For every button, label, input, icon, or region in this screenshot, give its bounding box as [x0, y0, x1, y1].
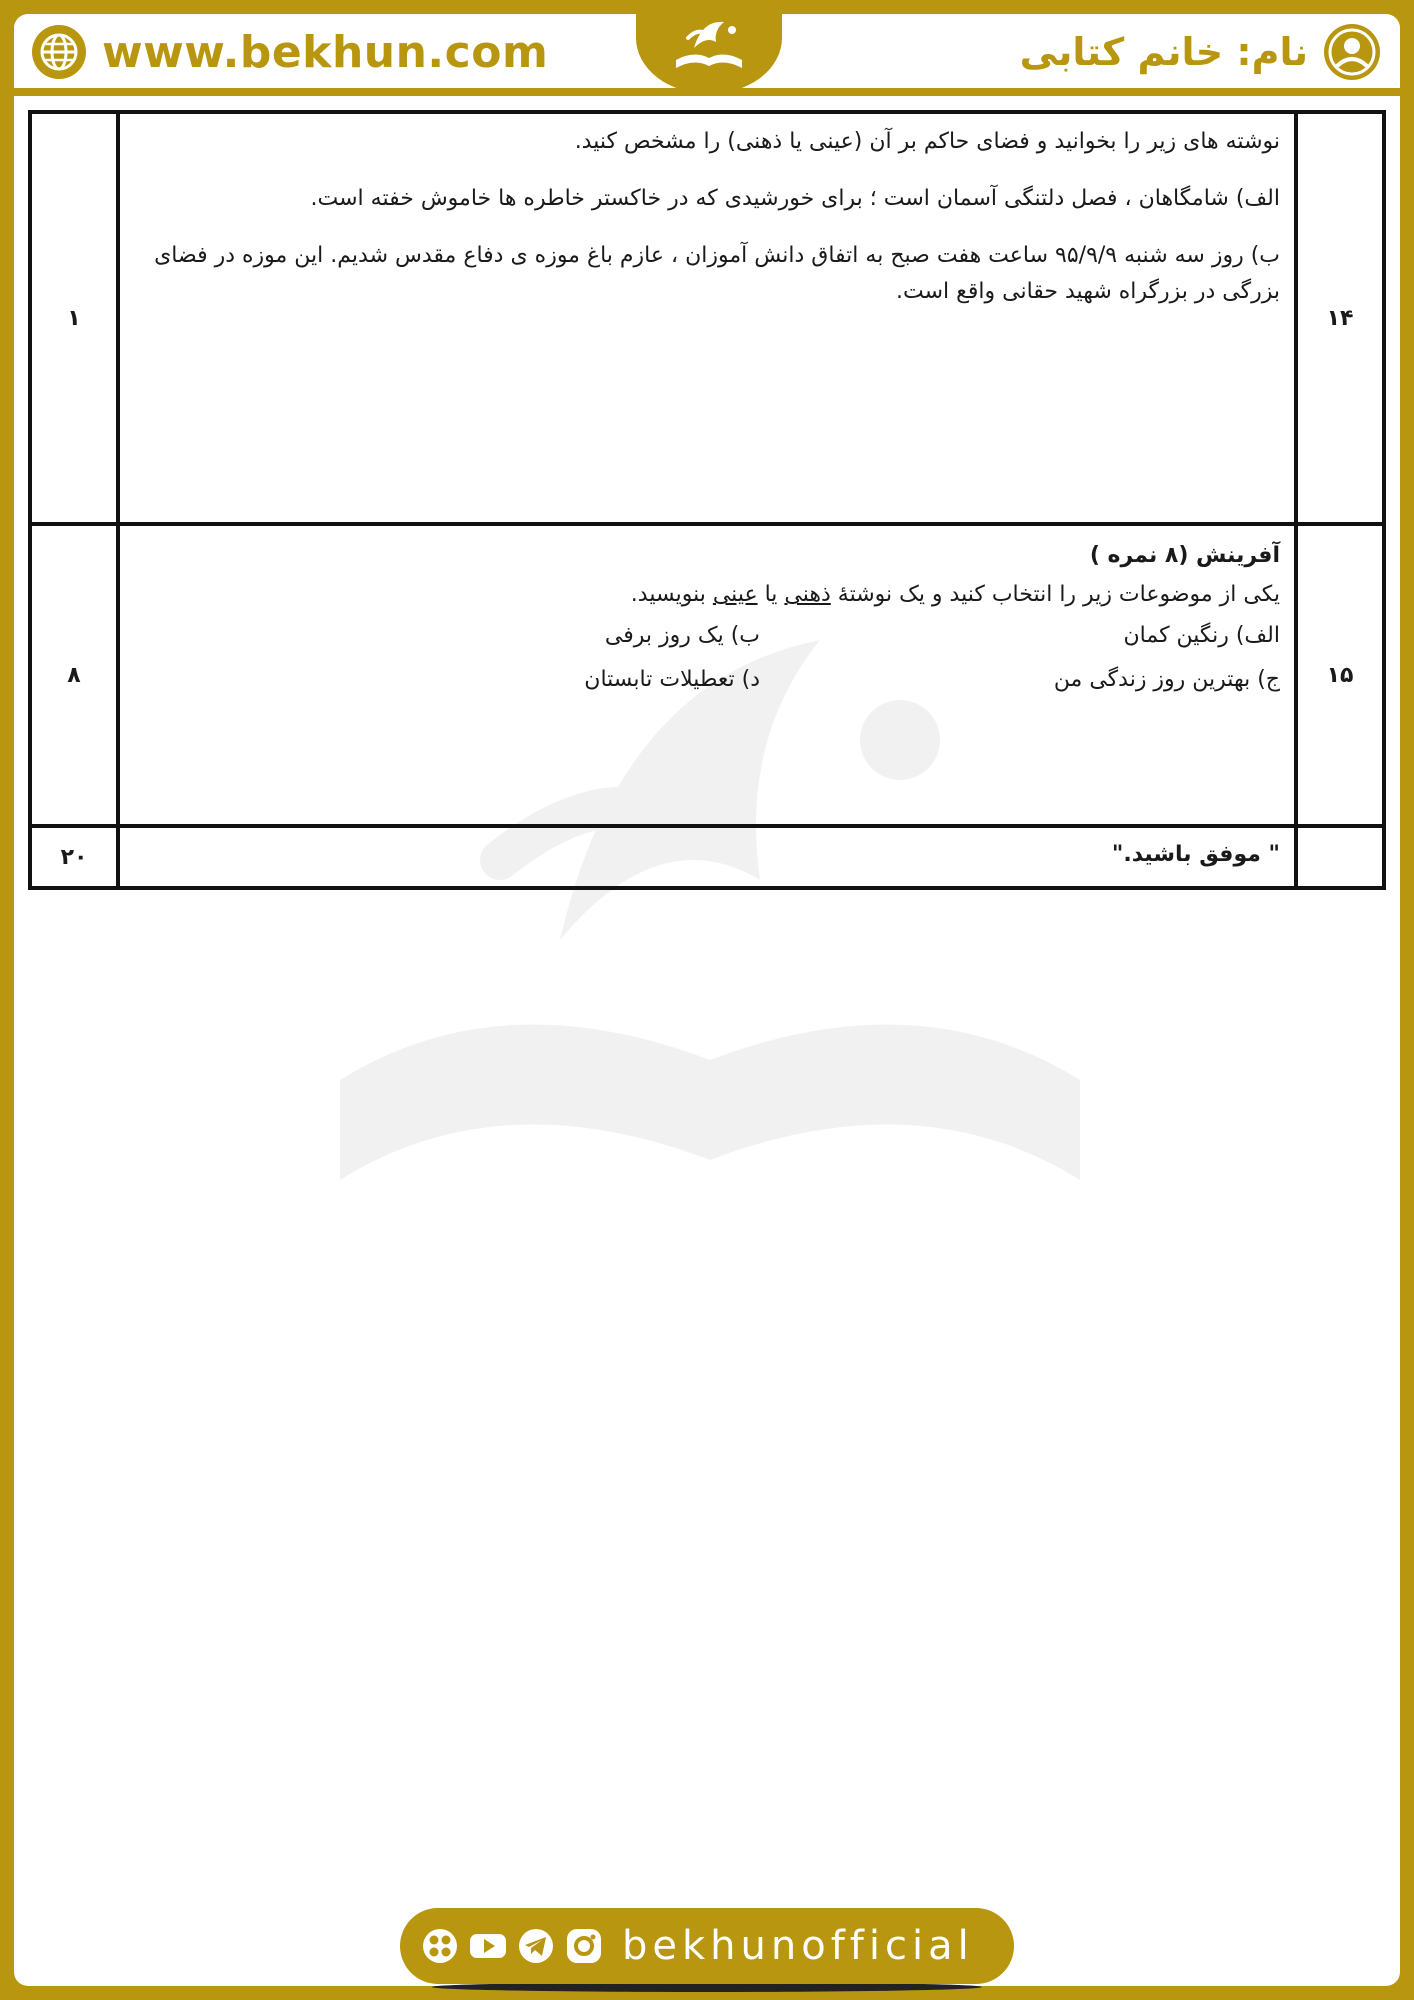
total-score: ۲۰ [30, 826, 118, 888]
closing-row [30, 826, 1384, 888]
footer-social-bar [400, 1908, 1014, 1984]
instruction-text: یا [757, 582, 785, 608]
question-number: ۱۵ [1296, 524, 1384, 826]
question-row [30, 112, 1384, 524]
closing-text: " موفق باشید." [118, 826, 1296, 888]
user-circle-icon [1322, 22, 1382, 82]
telegram-icon[interactable] [516, 1926, 556, 1966]
instagram-icon[interactable] [564, 1926, 604, 1966]
question-intro: نوشته های زیر را بخوانید و فضای حاکم بر آن (عینی یا ذهنی) را مشخص کنید. [574, 129, 1280, 154]
option-a: الف) رنگین کمان [1123, 623, 1280, 649]
option-b: ب) یک روز برفی [604, 623, 760, 649]
question-content [118, 524, 1296, 826]
question-score: ۸ [30, 524, 118, 826]
question-number: ۱۴ [1296, 112, 1384, 524]
question-part-b: ب) روز سه شنبه ۹۵/۹/۹ ساعت هفت صبح به اتفاق دانش آموزان ، عازم باغ موزه ی دفاع مقدس شدیم. این موزه در فضای بزرگی در بزرگراه شهید حقانی واقع است. [154, 243, 1280, 304]
closing-number-cell [1296, 826, 1384, 888]
globe-icon [30, 23, 88, 81]
student-name [1020, 20, 1382, 84]
youtube-icon[interactable] [468, 1926, 508, 1966]
question-score: ۱ [30, 112, 118, 524]
student-name-text: نام: خانم کتابی [1019, 30, 1308, 74]
question-row [30, 524, 1384, 826]
option-c: ج) بهترین روز زندگی من [1053, 666, 1280, 692]
website-link[interactable] [30, 22, 548, 82]
question-title: آفرینش (۸ نمره ) [1089, 543, 1280, 568]
question-content [118, 112, 1296, 524]
question-instruction [134, 577, 1280, 612]
website-text: www.bekhun.com [102, 26, 549, 78]
instruction-underlined: عینی [712, 582, 758, 608]
question-part-a: الف) شامگاهان ، فصل دلتنگی آسمان است ؛ برای خورشیدی که در خاکستر خاطره ها خاموش خفته است. [310, 186, 1280, 212]
option-d: د) تعطیلات تابستان [584, 666, 760, 692]
instruction-text: یکی از موضوعات زیر را انتخاب کنید و یک نوشتهٔ [830, 582, 1280, 608]
footer-handle[interactable]: bekhunofficial [622, 1923, 974, 1969]
instruction-text: بنویسید. [630, 582, 713, 608]
bekhun-logo-icon [636, 8, 782, 94]
instruction-underlined: ذهنی [784, 582, 831, 608]
exam-table [28, 110, 1386, 890]
options-grid [240, 618, 1280, 696]
aparat-icon[interactable] [420, 1926, 460, 1966]
